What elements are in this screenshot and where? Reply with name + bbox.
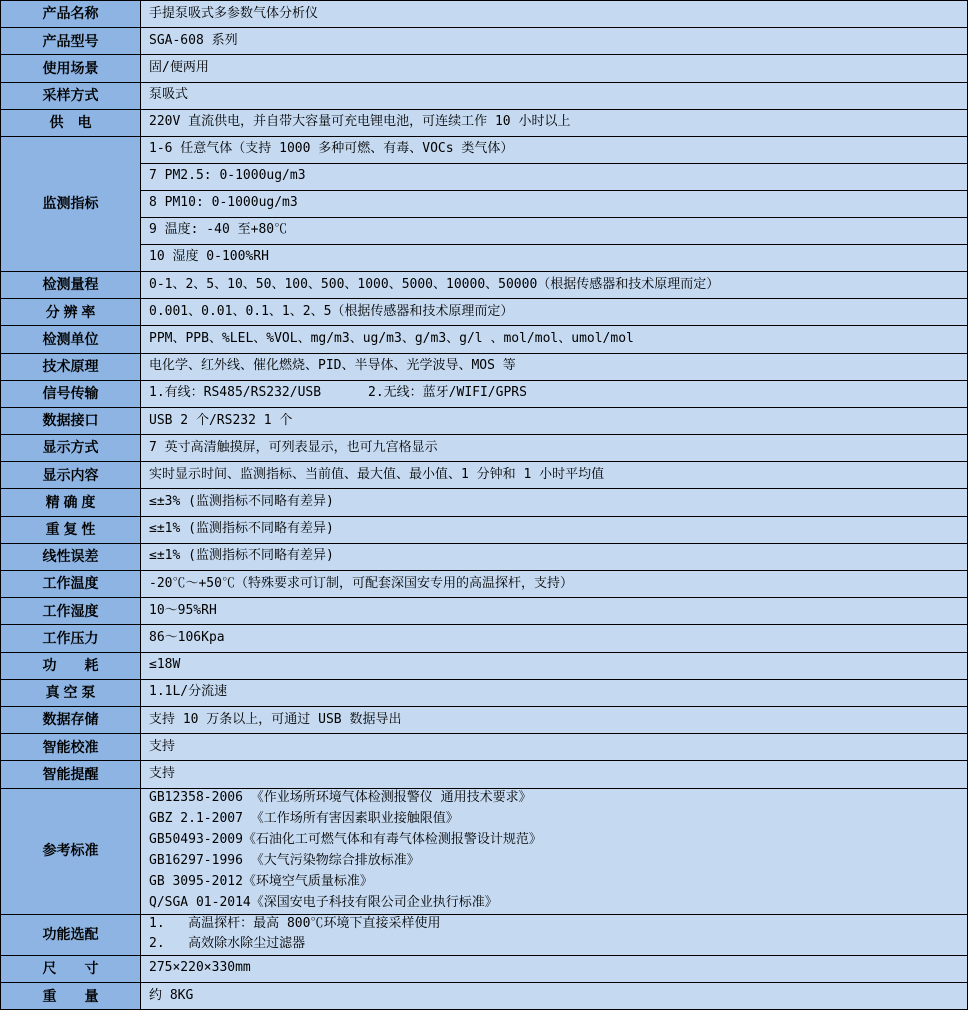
row-value bbox=[141, 915, 967, 955]
table-row bbox=[1, 707, 967, 734]
value-text: 约 8KG bbox=[149, 987, 194, 1003]
row-label: 工作湿度 bbox=[1, 598, 141, 624]
table-row bbox=[1, 489, 967, 516]
row-value bbox=[141, 408, 967, 434]
value-line: 8 PM10: 0-1000ug/m3 bbox=[141, 191, 967, 218]
row-label: 功能选配 bbox=[1, 915, 141, 955]
table-row bbox=[1, 137, 967, 272]
row-label: 智能校准 bbox=[1, 734, 141, 760]
value-text: ≤±1% (监测指标不同略有差异) bbox=[149, 548, 334, 564]
value-text: USB 2 个/RS232 1 个 bbox=[149, 412, 293, 428]
table-row bbox=[1, 326, 967, 353]
table-row bbox=[1, 734, 967, 761]
value-line: Q/SGA 01-2014《深国安电子科技有限公司企业执行标准》 bbox=[149, 894, 498, 910]
row-label: 分 辨 率 bbox=[1, 299, 141, 325]
value-text: 支持 bbox=[149, 738, 176, 754]
value-text: ≤18W bbox=[149, 657, 181, 673]
table-row bbox=[1, 110, 967, 137]
row-label: 检测单位 bbox=[1, 326, 141, 352]
value-line: 1-6 任意气体（支持 1000 多种可燃、有毒、VOCs 类气体） bbox=[141, 137, 967, 164]
row-value bbox=[141, 598, 967, 624]
value-text: 7 英寸高清触摸屏，可列表显示，也可九宫格显示 bbox=[149, 439, 438, 455]
value-text: 支持 10 万条以上，可通过 USB 数据导出 bbox=[149, 711, 402, 727]
row-label: 使用场景 bbox=[1, 55, 141, 81]
row-value bbox=[141, 354, 967, 380]
table-row bbox=[1, 598, 967, 625]
row-label: 工作压力 bbox=[1, 625, 141, 651]
row-value bbox=[141, 83, 967, 109]
table-row bbox=[1, 1, 967, 28]
row-label: 产品型号 bbox=[1, 28, 141, 54]
table-row bbox=[1, 571, 967, 598]
value-text: SGA-608 系列 bbox=[149, 32, 238, 48]
row-value bbox=[141, 956, 967, 982]
table-row bbox=[1, 761, 967, 788]
table-row bbox=[1, 28, 967, 55]
value-text: 1.1L/分流速 bbox=[149, 684, 228, 700]
row-value bbox=[141, 680, 967, 706]
table-row bbox=[1, 956, 967, 983]
row-label: 显示方式 bbox=[1, 435, 141, 461]
row-label: 真 空 泵 bbox=[1, 680, 141, 706]
row-label: 重 复 性 bbox=[1, 517, 141, 543]
value-text: 电化学、红外线、催化燃烧、PID、半导体、光学波导、MOS 等 bbox=[149, 358, 516, 374]
row-value bbox=[141, 653, 967, 679]
value-line: 2. 高效除水除尘过滤器 bbox=[149, 936, 306, 952]
value-text: 86～106Kpa bbox=[149, 630, 225, 645]
value-line: 1. 高温探杆：最高 800℃环境下直接采样使用 bbox=[149, 916, 441, 932]
row-value bbox=[141, 137, 967, 271]
value-line: GB 3095-2012《环境空气质量标准》 bbox=[149, 873, 373, 889]
table-row bbox=[1, 83, 967, 110]
row-value bbox=[141, 435, 967, 461]
row-value bbox=[141, 299, 967, 325]
value-text: 支持 bbox=[149, 765, 176, 781]
value-text: PPM、PPB、%LEL、%VOL、mg/m3、ug/m3、g/m3、g/l 、mol/mol、umol/mol bbox=[149, 330, 634, 346]
table-row bbox=[1, 680, 967, 707]
value-text: 泵吸式 bbox=[149, 87, 189, 103]
table-row bbox=[1, 915, 967, 956]
table-row bbox=[1, 408, 967, 435]
row-label: 参考标准 bbox=[1, 789, 141, 914]
row-value bbox=[141, 381, 967, 407]
value-text: ≤±1% (监测指标不同略有差异) bbox=[149, 521, 334, 537]
value-text: 0.001、0.01、0.1、1、2、5（根据传感器和技术原理而定） bbox=[149, 303, 514, 319]
row-value bbox=[141, 1, 967, 27]
table-row bbox=[1, 544, 967, 571]
table-row bbox=[1, 789, 967, 915]
row-label: 重 量 bbox=[1, 983, 141, 1010]
table-row bbox=[1, 381, 967, 408]
row-label: 智能提醒 bbox=[1, 761, 141, 787]
row-label: 数据存储 bbox=[1, 707, 141, 733]
value-line: GB12358-2006 《作业场所环境气体检测报警仪 通用技术要求》 bbox=[149, 790, 532, 806]
table-row bbox=[1, 653, 967, 680]
row-label: 信号传输 bbox=[1, 381, 141, 407]
row-value bbox=[141, 517, 967, 543]
row-value bbox=[141, 734, 967, 760]
row-value bbox=[141, 789, 967, 914]
row-label: 显示内容 bbox=[1, 462, 141, 488]
row-value bbox=[141, 55, 967, 81]
row-label: 工作温度 bbox=[1, 571, 141, 597]
value-text: 220V 直流供电，并自带大容量可充电锂电池，可连续工作 10 小时以上 bbox=[149, 114, 571, 130]
value-text: 实时显示时间、监测指标、当前值、最大值、最小值、1 分钟和 1 小时平均值 bbox=[149, 466, 605, 482]
row-value bbox=[141, 489, 967, 515]
table-row bbox=[1, 462, 967, 489]
row-value bbox=[141, 110, 967, 136]
row-label: 供 电 bbox=[1, 110, 141, 136]
table-row bbox=[1, 354, 967, 381]
row-value bbox=[141, 625, 967, 651]
row-label: 检测量程 bbox=[1, 272, 141, 298]
row-label: 数据接口 bbox=[1, 408, 141, 434]
row-label: 功 耗 bbox=[1, 653, 141, 679]
row-label: 精 确 度 bbox=[1, 489, 141, 515]
row-label: 线性误差 bbox=[1, 544, 141, 570]
value-line: 9 温度: -40 至+80℃ bbox=[141, 218, 967, 245]
row-label: 监测指标 bbox=[1, 137, 141, 271]
row-value bbox=[141, 983, 967, 1010]
value-text: 手提泵吸式多参数气体分析仪 bbox=[149, 5, 319, 21]
table-row bbox=[1, 55, 967, 82]
row-value bbox=[141, 571, 967, 597]
table-row bbox=[1, 272, 967, 299]
row-label: 采样方式 bbox=[1, 83, 141, 109]
value-text: 0-1、2、5、10、50、100、500、1000、5000、10000、50000（根据传感器和技术原理而定） bbox=[149, 276, 720, 292]
row-label: 产品名称 bbox=[1, 1, 141, 27]
row-label: 技术原理 bbox=[1, 354, 141, 380]
value-line: GB16297-1996 《大气污染物综合排放标准》 bbox=[149, 852, 420, 868]
row-value bbox=[141, 707, 967, 733]
row-value bbox=[141, 544, 967, 570]
row-value bbox=[141, 761, 967, 787]
row-value bbox=[141, 28, 967, 54]
value-text: ≤±3% (监测指标不同略有差异) bbox=[149, 494, 334, 510]
table-row bbox=[1, 517, 967, 544]
value-text: -20℃～+50℃（特殊要求可订制，可配套深国安专用的高温探杆，支持） bbox=[149, 575, 573, 591]
row-value bbox=[141, 462, 967, 488]
value-line: 7 PM2.5: 0-1000ug/m3 bbox=[141, 164, 967, 191]
value-text: 固/便两用 bbox=[149, 60, 209, 75]
row-value bbox=[141, 326, 967, 352]
value-text: 10～95%RH bbox=[149, 602, 217, 618]
value-text: 275×220×330mm bbox=[149, 960, 251, 976]
table-row bbox=[1, 983, 967, 1010]
value-line: GBZ 2.1-2007 《工作场所有害因素职业接触限值》 bbox=[149, 811, 459, 827]
row-value bbox=[141, 272, 967, 298]
table-row bbox=[1, 435, 967, 462]
table-row bbox=[1, 625, 967, 652]
value-line: 10 湿度 0-100%RH bbox=[149, 249, 269, 265]
value-line: GB50493-2009《石油化工可燃气体和有毒气体检测报警设计规范》 bbox=[149, 832, 542, 848]
value-text: 1.有线：RS485/RS232/USB 2.无线：蓝牙/WIFI/GPRS bbox=[149, 385, 527, 401]
table-row bbox=[1, 299, 967, 326]
row-label: 尺 寸 bbox=[1, 956, 141, 982]
